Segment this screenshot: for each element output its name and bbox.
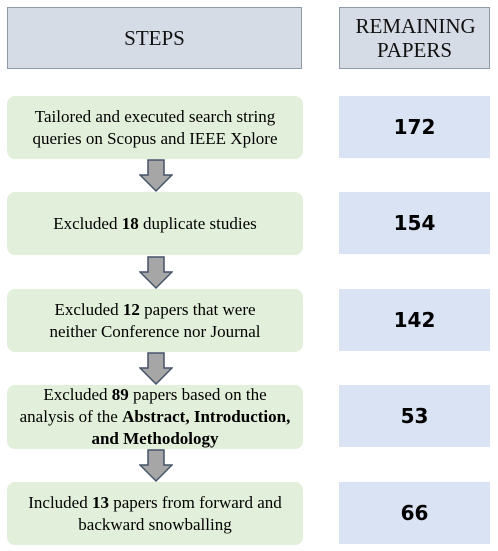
step-4-sections: Abstract, Introduction, and Methodology [91,407,291,448]
down-arrow-icon [139,352,173,386]
step-box-3 [7,289,303,352]
step-4-post: papers based on the analysis of the [19,385,267,426]
step-3-post: papers that were neither Conference nor Journal [49,299,261,341]
step-text-2 [53,213,256,235]
count-box-3 [339,289,490,351]
steps-header [7,7,302,69]
step-text-3 [30,299,280,343]
step-2-pre: Excluded [53,213,122,233]
count-value-3: 142 [393,308,436,332]
step-4-pre: Excluded [43,385,112,404]
step-2-post: duplicate studies [138,213,257,233]
step-box-2 [7,192,303,255]
count-box-2 [339,192,490,254]
count-box-1 [339,96,490,158]
step-2-number: 18 [121,213,139,233]
step-4-number: 89 [111,385,129,404]
down-arrow-icon [139,159,173,193]
step-box-1 [7,96,303,159]
count-value-1: 172 [393,115,436,139]
step-1-text: Tailored and executed search string queries on Scopus and IEEE Xplore [32,106,278,148]
step-3-pre: Excluded [54,299,123,319]
down-arrow-icon [139,256,173,290]
count-box-4 [339,385,490,447]
step-text-5 [15,492,295,536]
count-box-5 [339,482,490,544]
count-value-4: 53 [400,404,429,428]
step-text-4 [15,384,295,450]
down-arrow-icon [139,449,173,483]
step-5-number: 13 [91,492,109,512]
step-box-4 [7,385,303,449]
step-3-number: 12 [122,299,140,319]
step-box-5 [7,482,303,545]
step-5-post: papers from forward and backward snowballing [78,492,282,534]
count-value-2: 154 [393,211,436,235]
steps-header-label: STEPS [124,26,185,50]
step-5-pre: Included [28,492,92,512]
remaining-papers-header [339,7,490,69]
step-text-1 [15,106,295,150]
remaining-papers-header-label: REMAINING PAPERS [355,14,476,62]
count-value-5: 66 [400,501,429,525]
